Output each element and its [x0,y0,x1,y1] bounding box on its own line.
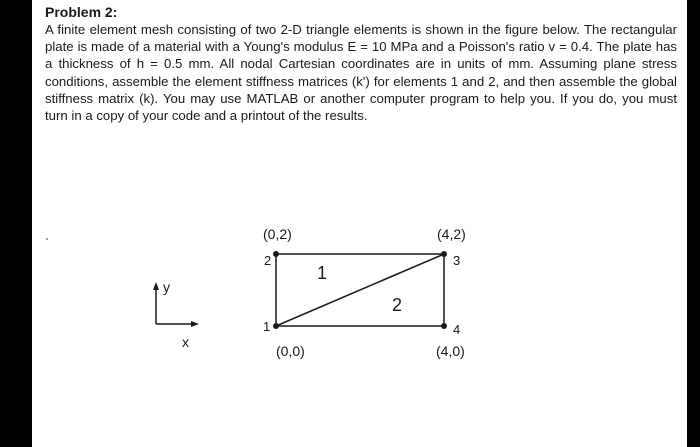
node-1-dot [273,323,279,329]
node-4-coord: (4,0) [436,343,465,359]
node-2-label: 2 [264,253,272,268]
element-2-label: 2 [392,295,403,315]
node-1-label: 1 [263,319,271,334]
element-labels [317,263,402,315]
node-2-coord: (0,2) [263,226,292,242]
x-axis-arrowhead [191,321,199,327]
mesh-edges [276,254,444,326]
y-axis-arrowhead [153,282,159,290]
mesh-nodes [263,226,466,359]
node-3-label: 3 [453,253,461,268]
node-3-coord: (4,2) [437,226,466,242]
stray-dot [46,238,48,240]
node-1-coord: (0,0) [276,343,305,359]
node-4-dot [441,323,447,329]
y-axis-label: y [163,279,170,295]
document-page [32,0,687,447]
diagonal-edge [276,254,444,326]
coordinate-axes [153,279,199,350]
node-2-dot [273,251,279,257]
node-3-dot [441,251,447,257]
element-1-label: 1 [317,263,328,283]
problem-title: Problem 2: [45,4,118,20]
problem-statement: A finite element mesh consisting of two 2-D triangle elements is shown in the figure below. The rectangular plate is made of a material with a Young's modulus E = 10 MPa and a Poisson's ratio v = 0.4. The plate has a thickness of h = 0.5 mm. All nodal Cartesian coordinates are in units of mm. Assuming plane stress conditions, assemble the element stiffness matrices (k') for elements 1 and 2, and then assemble the global stiffness matrix (k). You may use MATLAB or another computer program to help you. If you do, you must turn in a copy of your code and a printout of the results. [45,22,677,124]
mesh-figure [32,0,687,447]
node-4-label: 4 [453,322,461,337]
x-axis-label: x [182,334,189,350]
